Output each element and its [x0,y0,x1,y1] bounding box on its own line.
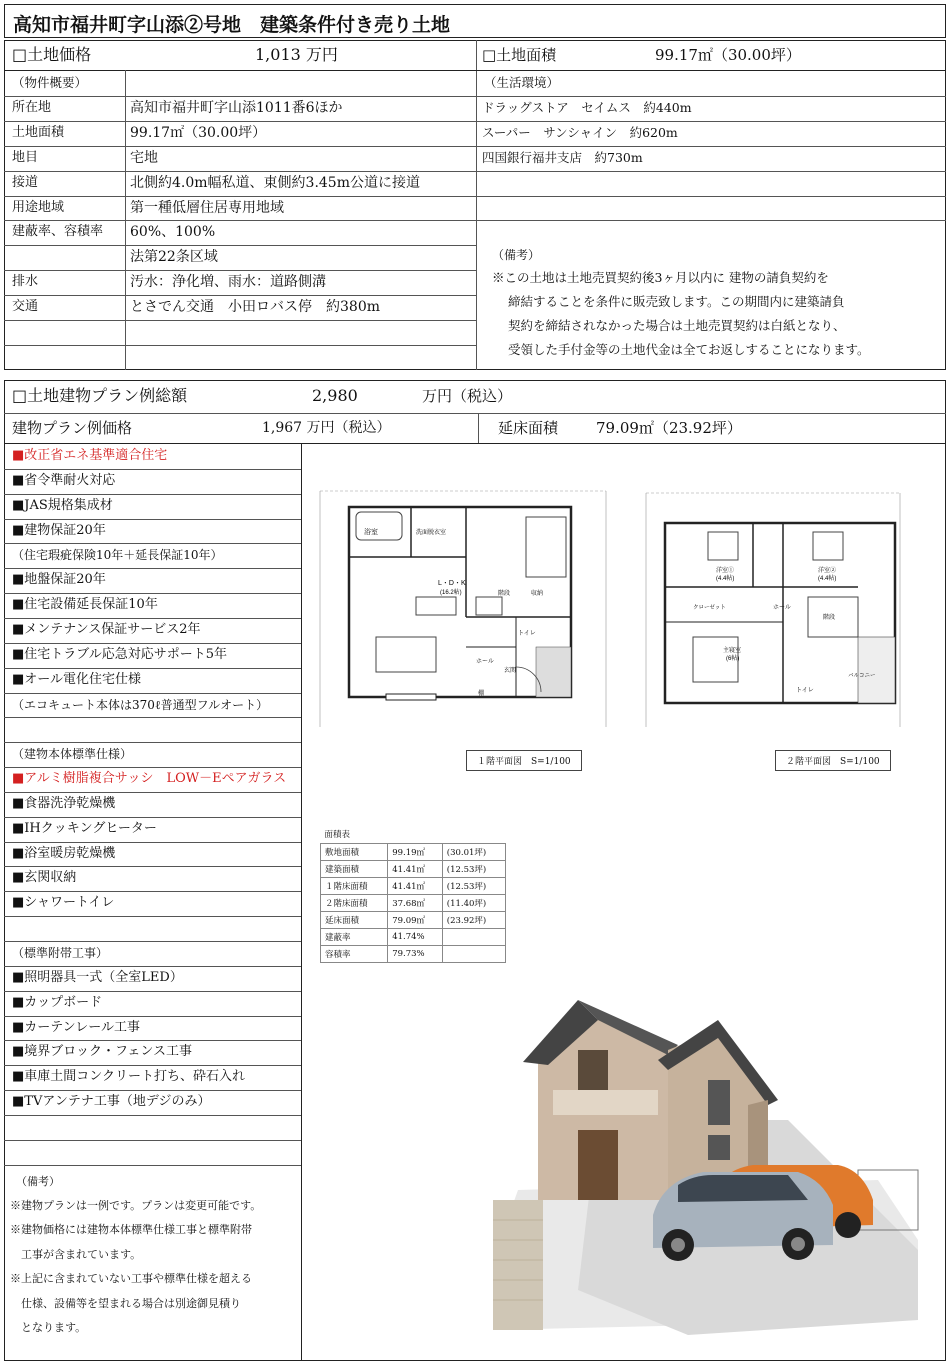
area-table-cell: １階床面積 [321,877,388,894]
land-price-value: 1,013 万円 [255,45,338,64]
floor-plan-1 [316,487,611,732]
area-table-cell: 37.68㎡ [388,894,443,911]
plan-total-label: □土地建物プラン例総額 [12,386,188,405]
overview-value: 汚水：浄化増、雨水：道路側溝 [130,274,326,291]
svg-text:(4.4帖): (4.4帖) [818,576,837,582]
plan-total-unit: 万円（税込） [422,387,513,405]
overview-header: （物件概要） [12,75,88,90]
area-table-row [321,894,506,911]
svg-text:階段: 階段 [498,591,511,597]
remarks-header: （備考） [492,248,541,263]
spec-item: ■浴室暖房乾燥機 [12,845,116,861]
area-table-cell: 41.74% [388,928,443,945]
overview-value: 宅地 [130,149,158,166]
area-table-cell: 41.41㎡ [388,860,443,877]
remarks-line: 契約を締結されなかった場合は土地売買契約は白紙となり、 [508,318,846,334]
remarks-line: ※この土地は土地売買契約後3ヶ月以内に 建物の請負契約を [492,270,829,286]
area-table-cell: 建築面積 [321,860,388,877]
row-divider [4,245,476,246]
spec-item: ■改正省エネ基準適合住宅 [12,448,168,463]
floor-area-value: 79.09㎡（23.92坪） [596,419,742,437]
remarks-line: 工事が含まれています。 [10,1247,142,1261]
row-divider [4,717,301,718]
area-table-cell: 79.73% [388,945,443,962]
remarks-line: ※建物プランは一例です。プランは変更可能です。 [10,1198,262,1212]
area-table [320,826,506,963]
remarks-line: ※建物価格には建物本体標準仕様工事と標準附帯 [10,1223,252,1237]
area-table-row [321,928,506,945]
remarks-line: 締結することを条件に販売致します。この期間内に建築請負 [508,294,845,310]
spec-item: ■車庫土間コンクリート打ち、砕石入れ [12,1069,246,1085]
land-price-label: □土地価格 [12,45,92,64]
overview-label: 交通 [12,299,39,315]
svg-text:収納: 収納 [531,591,544,597]
area-table-cell: 41.41㎡ [388,877,443,894]
building-price-value: 1,967 万円（税込） [262,420,391,436]
svg-text:トイレ: トイレ [796,688,814,694]
floor-area-label: 延床面積 [498,419,559,437]
remarks-line: となります。 [10,1321,87,1335]
svg-text:浴室: 浴室 [364,529,378,536]
area-table-cell: 建蔽率 [321,928,388,945]
row-divider [4,916,301,917]
svg-text:主寝室: 主寝室 [723,648,742,654]
svg-text:クローゼット: クローゼット [693,605,726,611]
row-divider [4,320,476,321]
spec-item: （エコキュート本体は370ℓ普通型フルオート） [12,697,269,712]
row-divider [4,1115,301,1116]
plan-2-label: ２階平面図 S=1/100 [775,750,891,771]
land-area-label: □土地面積 [482,46,557,64]
spec-item: ■住宅トラブル応急対応サポート5年 [12,646,228,662]
spec-item: ■省令準耐火対応 [12,472,116,488]
building-price-label: 建物プラン例価格 [12,419,133,437]
land-area-value: 99.17㎡（30.00坪） [655,46,801,64]
area-table-cell: (12.53坪) [442,860,505,877]
spec-item: （建物本体標準仕様） [12,747,133,762]
svg-text:L・D・K: L・D・K [438,580,466,587]
area-table-cell: 容積率 [321,945,388,962]
spec-item: ■建物保証20年 [12,522,106,538]
svg-text:ホール: ホール [476,659,494,665]
area-table-cell: (11.40坪) [442,894,505,911]
row-divider [476,171,946,172]
svg-text:棚: 棚 [478,691,485,697]
spec-item: ■照明器具一式（全室LED） [12,969,183,985]
overview-label: 土地面積 [12,124,65,140]
remarks-header: （備考） [16,1174,60,1188]
svg-text:階段: 階段 [823,615,836,621]
overview-label: 建蔽率、容積率 [12,224,104,240]
area-table-row [321,843,506,860]
overview-value: 法第22条区域 [130,249,218,266]
row-divider [4,345,476,346]
spec-item: ■アルミ樹脂複合サッシ LOW－Eペアガラス [12,771,287,787]
spec-item: ■玄関収納 [12,870,77,886]
svg-text:(6帖): (6帖) [726,656,740,662]
area-table-row [321,860,506,877]
overview-value: 北側約4.0m幅私道、東側約3.45m公道に接道 [130,174,420,191]
svg-text:バルコニー: バルコニー [848,673,876,679]
spec-item: ■オール電化住宅仕様 [12,671,142,687]
spec-item: ■シャワートイレ [12,895,115,911]
area-table-cell: ２階床面積 [321,894,388,911]
row-divider [476,220,946,221]
spec-item: ■境界ブロック・フェンス工事 [12,1044,192,1060]
area-table-cell: (12.53坪) [442,877,505,894]
environment-header: （生活環境） [484,75,560,90]
environment-item: スーパー サンシャイン 約620m [482,124,678,140]
area-table-title: 面積表 [324,830,351,841]
environment-item: ドラッグストア セイムス 約440m [482,99,692,115]
spec-item: ■JAS規格集成材 [12,497,113,513]
spec-item: ■メンテナンス保証サービス2年 [12,621,201,637]
floor-plan-2 [638,487,908,732]
area-table-cell [442,945,505,962]
remarks-line: 仕様、設備等を望まれる場合は別途御見積り [10,1296,241,1310]
overview-value: 60%、100% [130,224,216,241]
spec-item: ■カーテンレール工事 [12,1019,141,1035]
row-divider [4,1140,301,1141]
svg-text:(4.4帖): (4.4帖) [716,576,735,582]
spec-item: ■地盤保証20年 [12,572,106,588]
plan-total-amount: 2,980 [312,386,358,405]
overview-value: 99.17㎡（30.00坪） [130,124,267,141]
area-table-cell: 99.19㎡ [388,843,443,860]
svg-text:洋室②: 洋室② [818,568,837,574]
page-title: 高知市福井町字山添②号地 建築条件付き売り土地 [4,4,946,38]
svg-text:ホール: ホール [773,605,791,611]
svg-text:玄関: 玄関 [504,668,517,674]
area-table-cell: (30.01坪) [442,843,505,860]
svg-text:洋室①: 洋室① [716,568,735,574]
area-table-cell: 79.09㎡ [388,911,443,928]
area-table-row [321,911,506,928]
overview-label: 排水 [12,274,39,290]
area-table-cell: (23.92坪) [442,911,505,928]
area-table-row [321,945,506,962]
svg-text:洗面脱衣室: 洗面脱衣室 [416,530,447,536]
area-table-row [321,877,506,894]
spec-item: ■食器洗浄乾燥機 [12,795,116,811]
spec-item: ■カップボード [12,994,103,1010]
svg-text:(16.2帖): (16.2帖) [440,590,462,596]
house-rendering [478,990,938,1345]
overview-label: 地目 [12,149,39,165]
area-table-cell [442,928,505,945]
row-divider [476,196,946,197]
row-divider [4,146,476,147]
overview-value: 第一種低層住居専用地域 [130,199,284,216]
overview-label: 接道 [12,174,39,190]
spec-item: （標準附帯工事） [12,946,109,960]
plan-1-label: １階平面図 S=1/100 [466,750,582,771]
overview-value: 高知市福井町字山添1011番6ほか [130,99,343,116]
environment-item: 四国銀行福井支店 約730m [482,149,643,165]
spec-item: ■住宅設備延長保証10年 [12,597,158,613]
overview-value: とさでん交通 小田ロバス停 約380m [130,299,380,316]
remarks-line: 受領した手付金等の土地代金は全てお返しすることになります。 [508,342,870,358]
spec-item: （住宅瑕疵保険10年＋延長保証10年） [12,548,223,563]
area-table-cell: 延床面積 [321,911,388,928]
svg-text:トイレ: トイレ [518,631,536,637]
row-divider [4,1165,301,1166]
overview-label: 用途地域 [12,199,65,215]
overview-label: 所在地 [12,99,52,115]
spec-item: ■IHクッキングヒーター [12,820,157,836]
remarks-line: ※上記に含まれていない工事や標準仕様を超える [10,1272,252,1286]
spec-item: ■TVアンテナ工事（地デジのみ） [12,1094,211,1110]
area-table-cell: 敷地面積 [321,843,388,860]
